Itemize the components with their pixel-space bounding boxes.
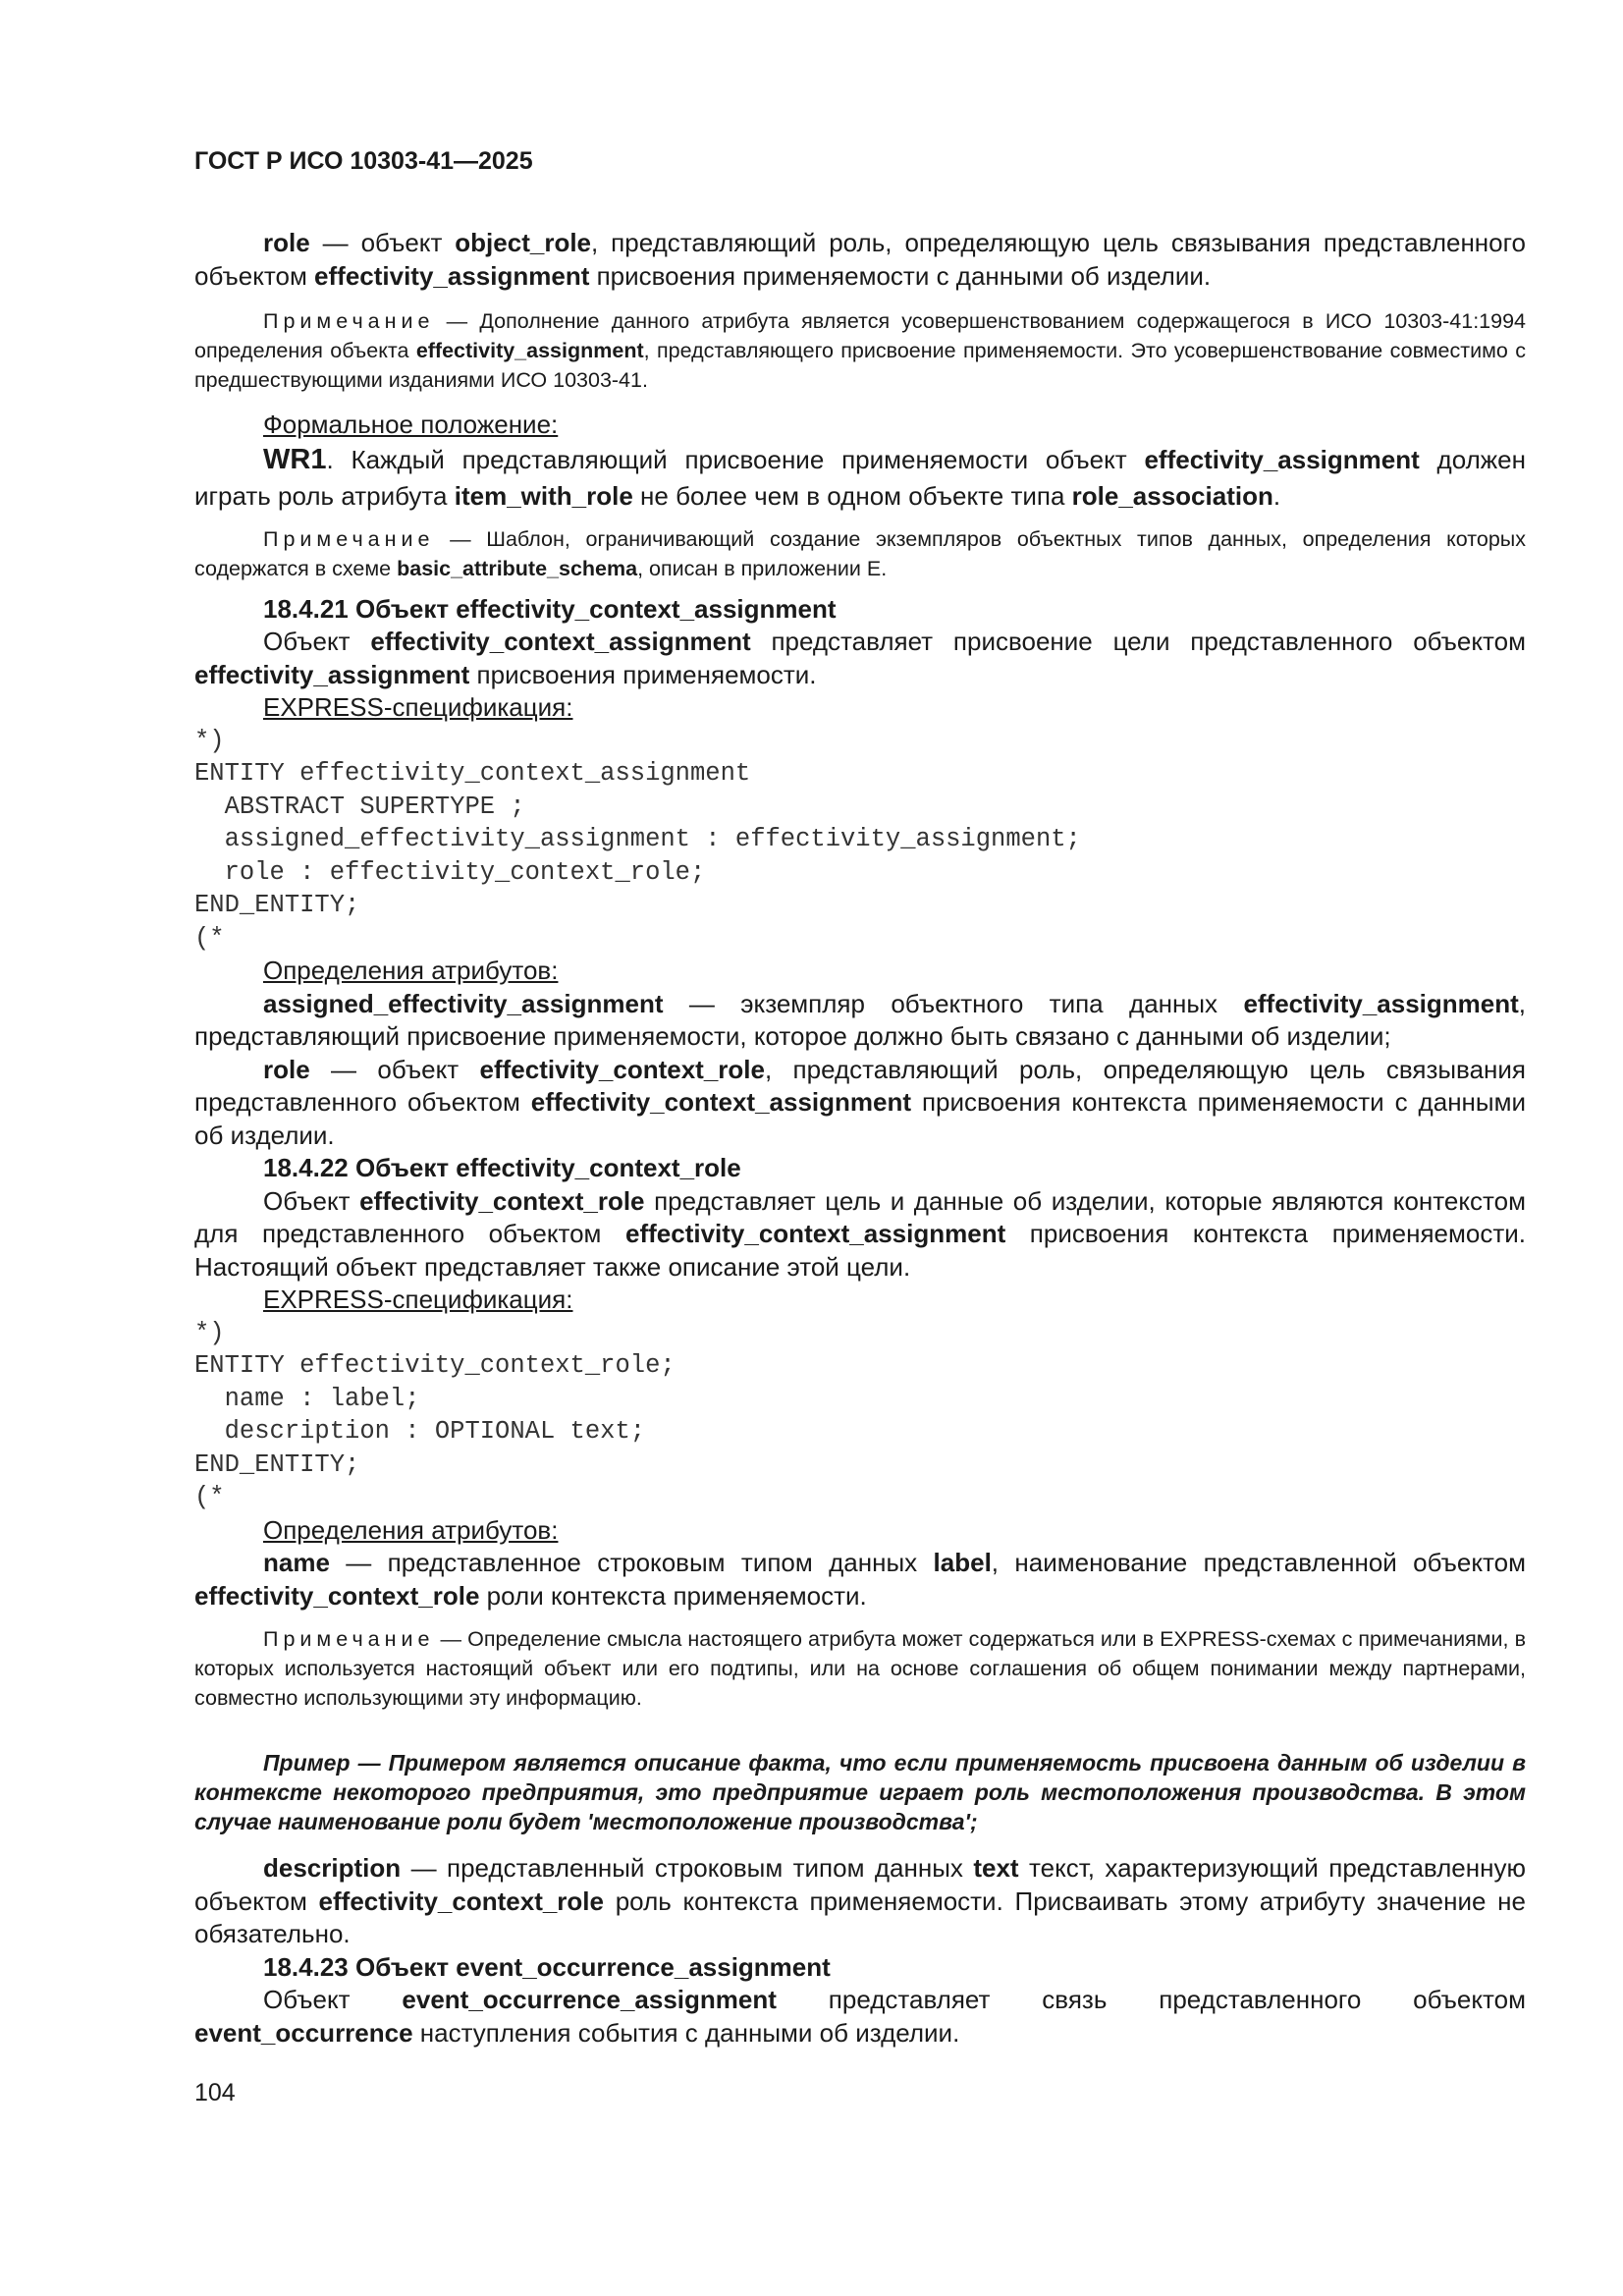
text: присвоения контекста применяемости. Настоящий объект представляет также описание этой цели. [194, 1219, 1526, 1282]
section-18-4-23-heading: 18.4.23 Объект event_occurrence_assignment [263, 1951, 831, 1982]
term: effectivity_context_assignment [625, 1219, 1006, 1248]
document-page [194, 147, 1526, 2050]
term: description [263, 1853, 402, 1883]
attribute-definitions-label: Определения атрибутов: [263, 1514, 559, 1545]
section-18-4-23-description [194, 1984, 1526, 2050]
section-18-4-22-heading: 18.4.22 Объект effectivity_context_role [263, 1153, 741, 1182]
text: представляет цель и данные об изделии, которые являются контекстом для представленного объектом [194, 1185, 1526, 1248]
text: , представляющий присвоение применяемости, которое должно быть связано с данными об изделии; [194, 988, 1526, 1051]
text: . [1272, 480, 1281, 511]
section-18-4-21-description [194, 626, 1526, 691]
section-18-4-21-heading: 18.4.21 Объект effectivity_context_assignment [263, 593, 837, 624]
term: role [263, 228, 310, 257]
formal-provision-label: Формальное положение: [263, 410, 559, 439]
term: effectivity_context_assignment [370, 627, 751, 656]
express-spec-label: EXPRESS-спецификация: [263, 692, 573, 722]
term: text [973, 1853, 1019, 1883]
text: — представленный строковым типом данных [401, 1853, 974, 1883]
text: , наименование представленной объектом [991, 1548, 1526, 1577]
term: event_occurrence_assignment [402, 1985, 777, 2014]
text: , представляющий роль, определяющую цель связывания представленного объектом [194, 1054, 1526, 1117]
express-code-block: *) ENTITY effectivity_context_assignment ABSTRACT SUPERTYPE ; assigned_effectivity_assignment : effectivity_assignment; role : effectivity_context_role; END_ENTITY; (* [194, 726, 1081, 953]
text: — представленное строковым типом данных [329, 1548, 934, 1577]
rule-id: WR1 [263, 443, 327, 475]
term: effectivity_assignment [314, 260, 590, 291]
text: текст, характеризующий представленную объектом [194, 1853, 1526, 1916]
section-18-4-22-description [194, 1185, 1526, 1285]
term: effectivity_context_assignment [530, 1087, 912, 1117]
text: Объект [263, 1985, 403, 2014]
note-label: Примечание [263, 526, 435, 551]
term: assigned_effectivity_assignment [263, 988, 664, 1018]
text: , представляющего присвоение применяемости. Это усовершенствование совместимо с предшествующими изданиями ИСО 10303-41. [194, 339, 1527, 392]
text: присвоения применяемости с данными об изделии. [589, 260, 1212, 291]
term: effectivity_context_role [479, 1054, 765, 1084]
term: effectivity_context_role [318, 1886, 604, 1916]
text: — Дополнение данного атрибута является усовершенствованием содержащегося в ИСО 10303-41:1994 определения объекта [194, 309, 1526, 362]
note-label: Примечание [263, 1627, 435, 1651]
term: role [263, 1054, 310, 1084]
text: наступления события с данными об изделии. [412, 2017, 960, 2048]
text: . Каждый представляющий присвоение применяемости объект [326, 444, 1145, 474]
text: должен играть роль атрибута [194, 444, 1526, 511]
role-definition [194, 1054, 1526, 1153]
term: name [263, 1548, 330, 1577]
term: effectivity_assignment [1144, 444, 1420, 474]
text: — Шаблон, ограничивающий создание экземпляров объектных типов данных, определения которых содержатся в схеме [194, 526, 1526, 580]
text: Объект [263, 627, 371, 656]
text: присвоения применяемости. [469, 659, 817, 689]
wr1-rule [194, 442, 1526, 515]
term: effectivity_assignment [1243, 988, 1519, 1018]
text: — Определение смысла настоящего атрибута может содержаться или в EXPRESS-схемах с примечаниями, в которых используется настоящий объект или его подтипы, или на основе соглашения об общем понимании между партнерами, совместно использующими эту информацию. [194, 1627, 1526, 1710]
note-1 [194, 306, 1526, 395]
term: effectivity_assignment [415, 339, 644, 362]
name-definition [194, 1547, 1526, 1613]
page-number: 104 [194, 2079, 236, 2106]
term: basic_attribute_schema [397, 556, 638, 580]
text: роль контекста применяемости. Присваивать этому атрибуту значение не обязательно. [194, 1886, 1527, 1948]
express-spec-label: EXPRESS-спецификация: [263, 1285, 573, 1314]
role-attribute-definition [194, 227, 1526, 293]
term: role_association [1071, 480, 1273, 511]
text: Объект [263, 1185, 360, 1216]
text: не более чем в одном объекте типа [632, 480, 1072, 511]
text: — объект [309, 228, 456, 257]
text: — объект [309, 1054, 480, 1084]
note-label: Примечание [263, 309, 435, 333]
term: effectivity_assignment [194, 659, 470, 689]
text: , представляющий роль, определяющую цель связывания представленного объектом [194, 228, 1526, 291]
note-3 [194, 1624, 1526, 1713]
term: effectivity_context_role [194, 1580, 480, 1611]
term: effectivity_context_role [359, 1185, 645, 1216]
text: присвоения контекста применяемости с данными об изделии. [194, 1087, 1526, 1150]
attribute-definitions-label: Определения атрибутов: [263, 956, 559, 985]
document-header: ГОСТ Р ИСО 10303-41—2025 [194, 147, 533, 175]
term: event_occurrence [194, 2017, 413, 2048]
text: — экземпляр объектного типа данных [663, 988, 1244, 1018]
term: item_with_role [454, 480, 633, 511]
note-2 [194, 524, 1526, 583]
term: object_role [455, 228, 592, 257]
example-block: Пример — Примером является описание факта, что если применяемость присвоена данным об изделии в контексте некоторого предприятия, это предприятие играет роль местоположения производства. В этом случае наименование роли будет 'местоположение производства'; [194, 1750, 1526, 1834]
text: представляет присвоение цели представленного объектом [750, 627, 1527, 656]
assigned-effectivity-assignment-definition [194, 988, 1526, 1054]
express-code-block: *) ENTITY effectivity_context_role; name : label; description : OPTIONAL text; END_ENTITY; (* [194, 1318, 676, 1511]
term: label [933, 1548, 992, 1577]
text: роли контекста применяемости. [479, 1580, 867, 1611]
text: , описан в приложении Е. [637, 556, 888, 580]
text: представляет связь представленного объектом [776, 1985, 1526, 2014]
description-definition [194, 1852, 1526, 1951]
